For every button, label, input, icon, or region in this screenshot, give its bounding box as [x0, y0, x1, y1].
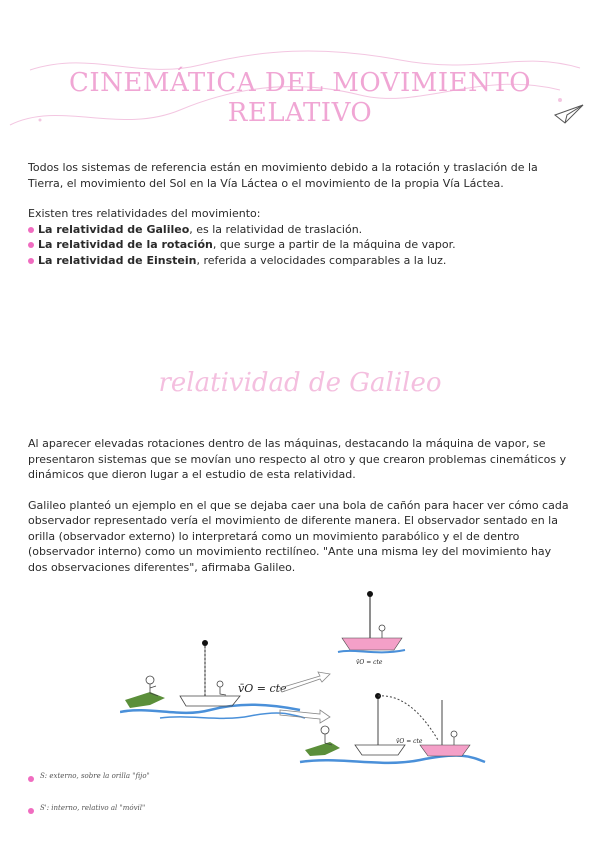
section-title: relatividad de Galileo: [158, 368, 442, 398]
list-item-bold: La relatividad de Einstein: [38, 253, 197, 267]
note-line-2: S': interno, relativo al "móvil": [40, 804, 146, 812]
list-item-bold: La relatividad de Galileo: [38, 222, 190, 236]
list-item: [28, 237, 573, 253]
list-item-bold: La relatividad de la rotación: [38, 238, 213, 251]
small-velocity-label-top: v̄O = cte: [356, 659, 383, 666]
list-intro: Existen tres relatividades del movimiento:: [28, 207, 261, 220]
list-item-text: , referida a velocidades comparables a la luz.: [196, 253, 447, 267]
list-item: [28, 253, 573, 269]
list-item-text: , que surge a partir de la máquina de vapor.: [212, 238, 456, 251]
page-title: CINEMÁTICA DEL MOVIMIENTO RELATIVO: [68, 68, 532, 128]
galileo-section: [28, 436, 573, 575]
galileo-paragraph-1: Al aparecer elevadas rotaciones dentro de las máquinas, destacando la máquina de vapor, se presentaron sistemas que se movían uno respecto al otro y que crearon problemas cinemáticos y dinámicos que dieron lugar a el estudio de esta relatividad.: [28, 437, 567, 481]
note-bullet-1: [28, 776, 34, 782]
note-bullet-2: [28, 808, 34, 814]
list-item-text: , es la relatividad de traslación.: [189, 222, 363, 236]
velocity-label: v̄O = cte: [238, 682, 287, 695]
relativity-list: [28, 222, 573, 269]
list-item: [28, 222, 573, 238]
note-line-1: S: externo, sobre la orilla "fijo": [40, 772, 150, 780]
handwritten-notes: [28, 770, 228, 848]
intro-section: [28, 160, 573, 268]
intro-paragraph: Todos los sistemas de referencia están en movimiento debido a la rotación y traslación de la Tierra, el movimiento del Sol en la Vía Láctea o el movimiento de la propia Vía Láctea.: [28, 161, 538, 190]
galileo-paragraph-2: Galileo planteó un ejemplo en el que se dejaba caer una bola de cañón para hacer ver cómo cada observador representado vería el movimiento de diferente manera. El observador sentado en la orilla (observador externo) lo interpretará como un movimiento parabólico y el de dentro (observador interno) como un movimiento rectilíneo. "Ante una misma ley del movimiento hay dos observaciones diferentes", afirmaba Galileo.: [28, 498, 569, 574]
small-velocity-label-bottom: v̄O = cte: [396, 738, 423, 745]
